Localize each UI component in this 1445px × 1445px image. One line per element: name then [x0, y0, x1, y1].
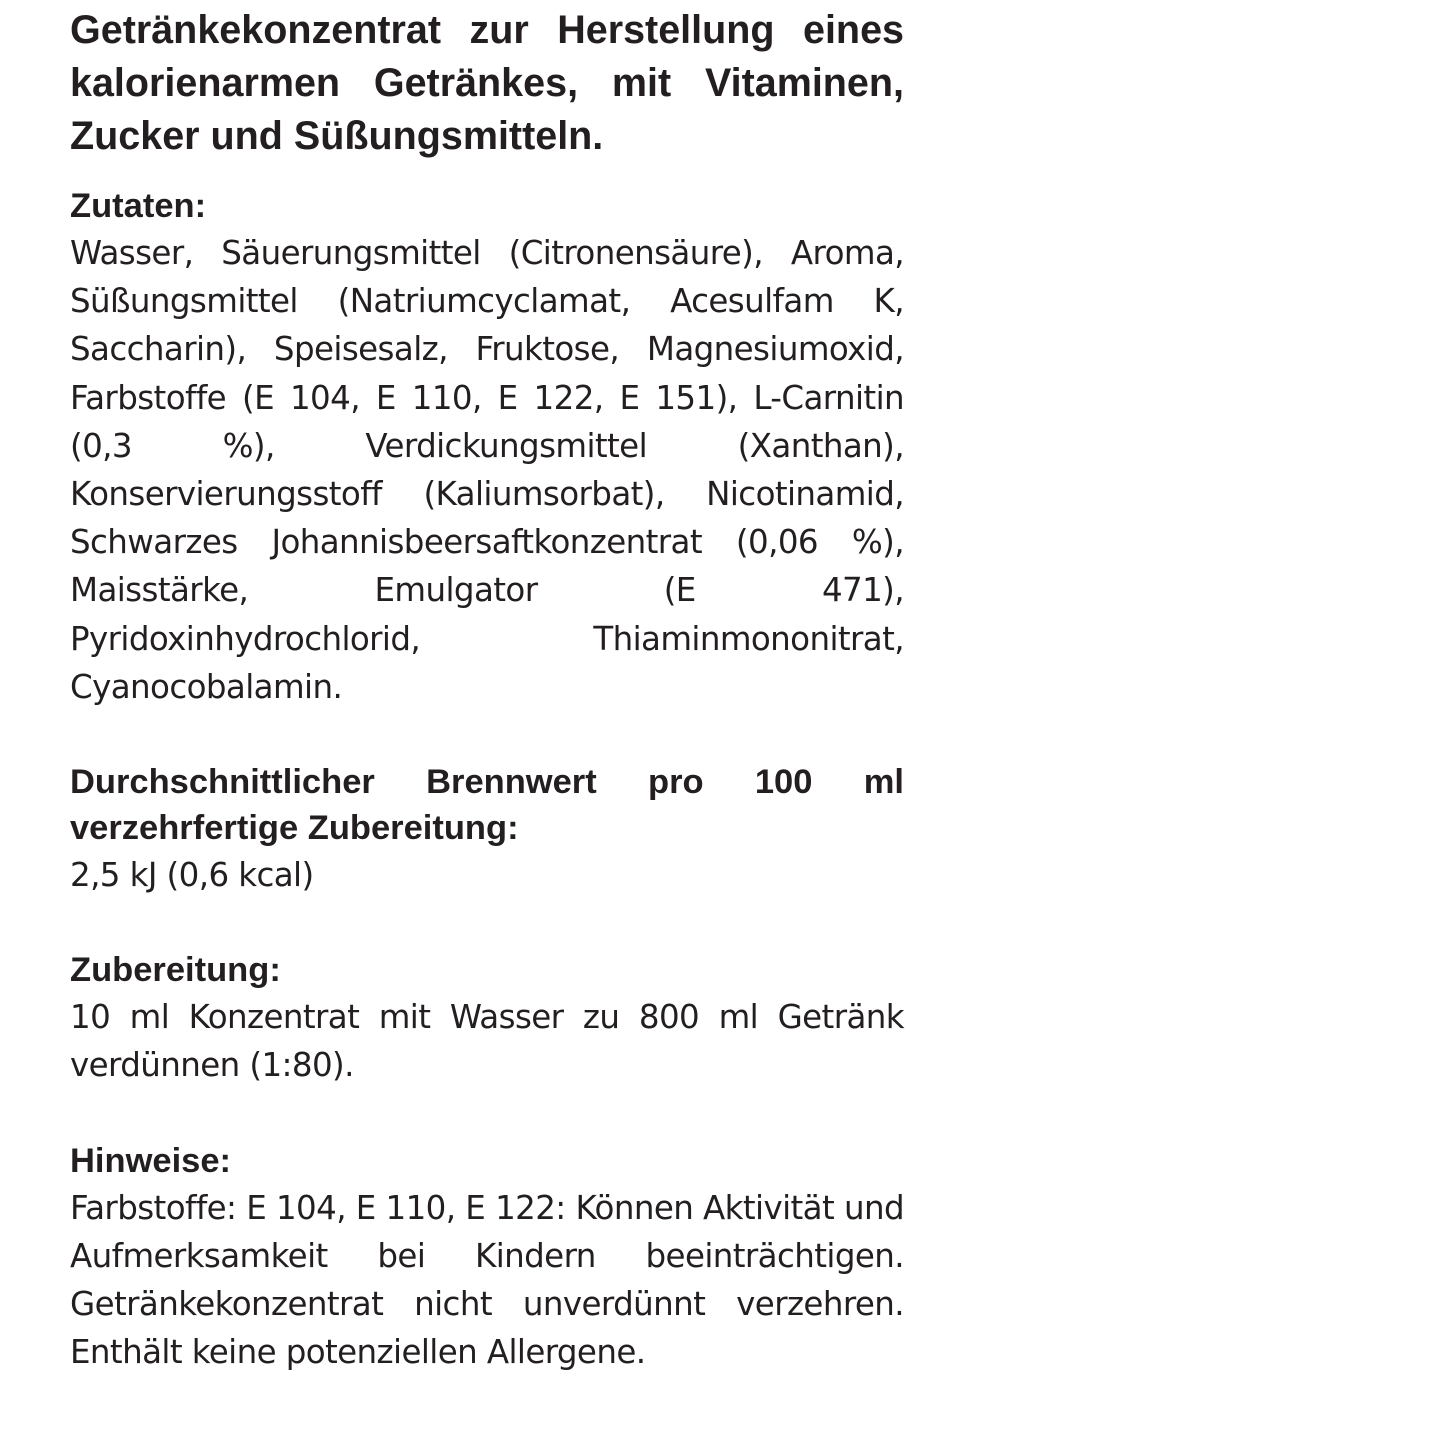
notes-section: [70, 1138, 904, 1377]
product-title: Getränkekonzentrat zur Herstellung eines kalorienarmen Getränkes, mit Vitaminen, Zucker und Süßungsmitteln.: [70, 8, 904, 158]
ingredients-text: Wasser, Säuerungsmittel (Citronensäure), Aroma, Süßungsmittel (Natriumcyclamat, Acesulfam K, Saccharin), Speisesalz, Fruktose, Magnesiumoxid, Farbstoffe (E 104, E 110, E 122, E 151), L-Carnitin (0,3 %), Verdickungsmittel (Xanthan), Konservierungsstoff (Kaliumsorbat), Nicotinamid, Schwarzes Johannisbeersaftkonzentrat (0,06 %), Maisstärke, Emulgator (E 471), Pyridoxinhydrochlorid, Thiaminmononitrat, Cyanocobalamin.: [70, 234, 904, 706]
energy-value: 2,5 kJ (0,6 kcal): [70, 856, 314, 895]
preparation-text: 10 ml Konzentrat mit Wasser zu 800 ml Getränk verdünnen (1:80).: [70, 998, 904, 1085]
energy-section: [70, 759, 904, 899]
energy-heading: Durchschnittlicher Brennwert pro 100 ml verzehrfertige Zubereitung:: [70, 763, 904, 848]
ingredients-section: [70, 183, 904, 711]
preparation-heading: Zubereitung:: [70, 951, 281, 990]
notes-heading: Hinweise:: [70, 1141, 232, 1180]
ingredients-heading: Zutaten:: [70, 187, 207, 225]
spacer: [70, 1090, 904, 1138]
spacer: [70, 163, 904, 183]
product-label: [70, 4, 904, 1376]
spacer: [70, 711, 904, 759]
preparation-section: [70, 947, 904, 1089]
notes-text: Farbstoffe: E 104, E 110, E 122: Können Aktivität und Aufmerksamkeit bei Kindern beeinträchtigen. Getränkekonzentrat nicht unverdünnt verzehren. Enthält keine potenziellen Allergene.: [70, 1188, 904, 1372]
spacer: [70, 899, 904, 947]
